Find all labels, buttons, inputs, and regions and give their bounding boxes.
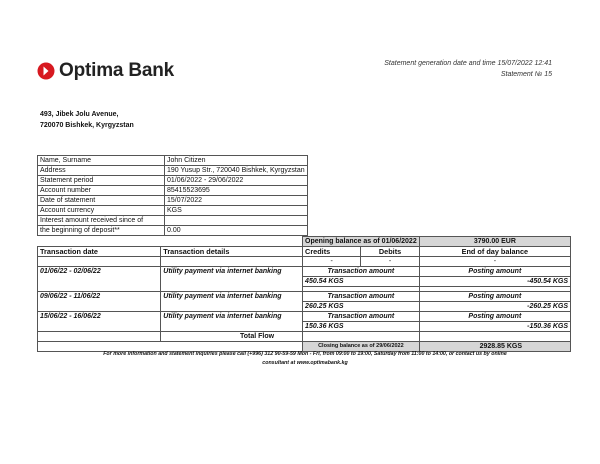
transaction-details: Utility payment via internet banking — [161, 312, 303, 332]
info-value: 190 Yusup Str., 720040 Bishkek, Kyrgyzstan — [165, 166, 308, 176]
bank-logo-icon — [37, 62, 55, 80]
footer-note — [40, 350, 570, 368]
posting-amount: -450.54 KGS — [419, 277, 570, 287]
transaction-row — [38, 312, 571, 322]
credits-dash: - — [303, 257, 361, 267]
statement-generation-info — [384, 59, 552, 80]
header-credits: Credits — [303, 247, 361, 257]
bank-logo — [37, 58, 174, 84]
transaction-details: Utility payment via internet banking — [161, 292, 303, 312]
transaction-amount-label: Transaction amount — [303, 312, 420, 322]
transactions-table — [37, 236, 571, 352]
total-flow-row — [38, 332, 571, 342]
customer-info-table — [37, 155, 308, 236]
info-label: the beginning of deposit** — [38, 226, 165, 236]
transaction-amount-label: Transaction amount — [303, 292, 420, 302]
debits-dash: - — [361, 257, 419, 267]
empty-cell — [38, 332, 161, 342]
bank-address-line2: 720070 Bishkek, Kyrgyzstan — [40, 122, 134, 129]
info-row — [38, 166, 308, 176]
closing-balance-label: Closing balance as of 29/06/2022 — [303, 342, 420, 352]
empty-cell — [38, 257, 161, 267]
empty-cell — [419, 332, 570, 342]
statement-generation-date: Statement generation date and time 15/07/2022 12:41 — [384, 60, 552, 67]
info-value: 85415523695 — [165, 186, 308, 196]
posting-amount-label: Posting amount — [419, 292, 570, 302]
posting-amount-label: Posting amount — [419, 312, 570, 322]
empty-cell — [161, 257, 303, 267]
info-row — [38, 196, 308, 206]
header-row — [38, 247, 571, 257]
header-date: Transaction date — [38, 247, 161, 257]
footer-line1: For more information and statement inquiries please call (+996) 312 90-59-59 Mon - Fri, from 09:00 to 19:00, Saturday from 11:00 to 14:00, or contact us by online — [103, 351, 507, 357]
bank-name: Optima Bank — [59, 60, 174, 81]
info-label: Date of statement — [38, 196, 165, 206]
dash-row — [38, 257, 571, 267]
info-label: Account currency — [38, 206, 165, 216]
info-row — [38, 216, 308, 226]
posting-amount: -150.36 KGS — [419, 322, 570, 332]
empty-cell — [303, 332, 420, 342]
transaction-amount: 450.54 KGS — [303, 277, 420, 287]
bank-address — [40, 109, 134, 131]
total-flow-label: Total Flow — [161, 332, 303, 342]
info-row — [38, 156, 308, 166]
eod-dash: - — [419, 257, 570, 267]
info-value — [165, 216, 308, 226]
transaction-date: 09/06/22 - 11/06/22 — [38, 292, 161, 312]
info-row — [38, 226, 308, 236]
info-label: Name, Surname — [38, 156, 165, 166]
transaction-details: Utility payment via internet banking — [161, 267, 303, 292]
transaction-date: 01/06/22 - 02/06/22 — [38, 267, 161, 292]
info-value: 15/07/2022 — [165, 196, 308, 206]
opening-balance-row — [38, 237, 571, 247]
opening-balance-label: Opening balance as of 01/06/2022 — [303, 237, 420, 247]
header-eod-balance: End of day balance — [419, 247, 570, 257]
opening-balance-value: 3790.00 EUR — [419, 237, 570, 247]
transaction-row — [38, 292, 571, 302]
transaction-amount-label: Transaction amount — [303, 267, 420, 277]
posting-amount-label: Posting amount — [419, 267, 570, 277]
transaction-date: 15/06/22 - 16/06/22 — [38, 312, 161, 332]
info-value: 01/06/2022 - 29/06/2022 — [165, 176, 308, 186]
bank-address-line1: 493, Jibek Jolu Avenue, — [40, 111, 119, 118]
info-label: Account number — [38, 186, 165, 196]
info-row — [38, 206, 308, 216]
info-label: Statement period — [38, 176, 165, 186]
info-row — [38, 186, 308, 196]
closing-balance-value: 2928.85 KGS — [419, 342, 570, 352]
posting-amount: -260.25 KGS — [419, 302, 570, 312]
info-label: Interest amount received since of — [38, 216, 165, 226]
info-row — [38, 176, 308, 186]
statement-number: Statement № 15 — [500, 70, 552, 78]
footer-line2: consultant at www.optimabank.kg — [262, 360, 348, 366]
header-debits: Debits — [361, 247, 419, 257]
info-value: John Citizen — [165, 156, 308, 166]
transaction-row — [38, 267, 571, 277]
info-label: Address — [38, 166, 165, 176]
info-value: KGS — [165, 206, 308, 216]
info-value: 0.00 — [165, 226, 308, 236]
header-details: Transaction details — [161, 247, 303, 257]
transaction-amount: 150.36 KGS — [303, 322, 420, 332]
transaction-amount: 260.25 KGS — [303, 302, 420, 312]
